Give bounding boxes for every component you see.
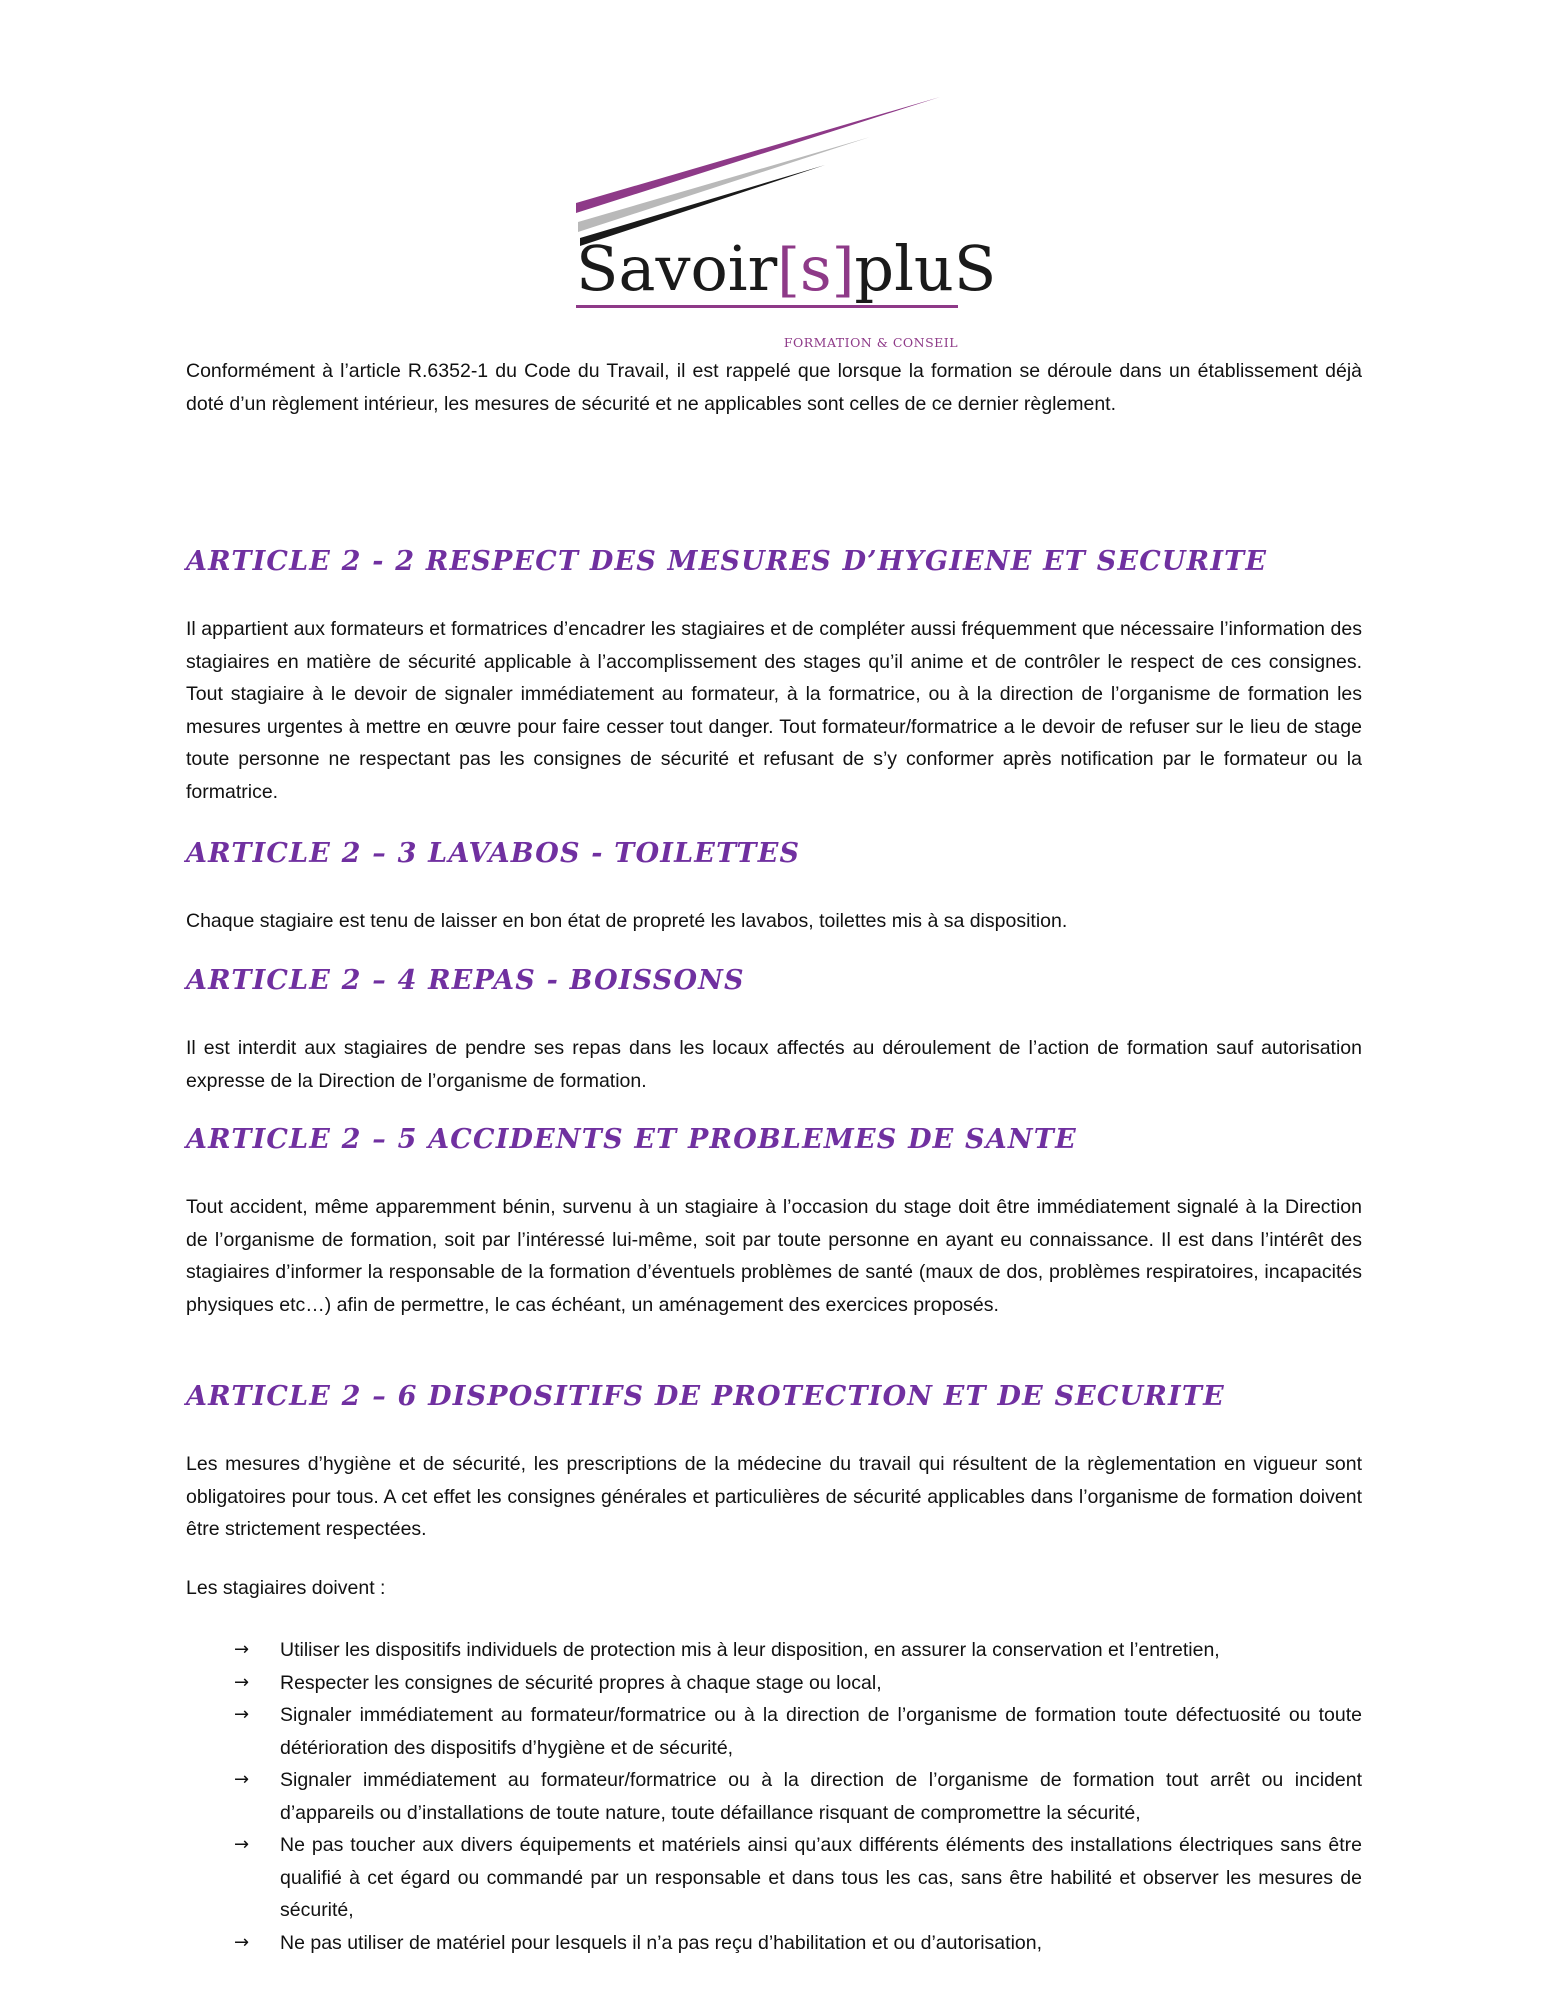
- company-logo: [560, 85, 997, 355]
- svg-text:Savoir[s]pluS: [576, 232, 996, 305]
- list-item-text: Signaler immédiatement au formateur/formatrice ou à la direction de l’organisme de formation tout arrêt ou incident d’appareils ou d’installations de toute nature, toute défaillance risquant de compromettre la sécurité,: [280, 1769, 1362, 1824]
- list-item: [234, 1829, 1362, 1927]
- article-2-5-paragraph: Tout accident, même apparemment bénin, survenu à un stagiaire à l’occasion du stage doit être immédiatement signalé à la Direction de l’organisme de formation, soit par l’intéressé lui-même, soit par toute personne en ayant eu connaissance. Il est dans l’intérêt des stagiaires d’informer la responsable de la formation d’éventuels problèmes de santé (maux de dos, problèmes respiratoires, incapacités physiques etc…) afin de permettre, le cas échéant, un aménagement des exercices proposés.: [186, 1196, 1362, 1316]
- arrow-right-icon: →: [234, 1671, 250, 1693]
- logo-name-part2: s: [799, 232, 832, 305]
- article-2-2-heading: ARTICLE 2 - 2 RESPECT DES MESURES D’HYGIENE ET SECURITE: [186, 546, 1268, 577]
- safety-rules-list: [234, 1634, 1362, 1959]
- arrow-right-icon: →: [234, 1834, 250, 1855]
- list-item-text: Ne pas utiliser de matériel pour lesquels il n’a pas reçu d’habilitation et ou d’autorisation,: [280, 1931, 1043, 1954]
- intro-paragraph: Conformément à l’article R.6352-1 du Code du Travail, il est rappelé que lorsque la formation se déroule dans un établissement déjà doté d’un règlement intérieur, les mesures de sécurité et ne applicables sont celles de ce dernier règlement.: [186, 360, 1362, 415]
- logo-bracket-open: [: [777, 236, 800, 304]
- arrow-right-icon: →: [234, 1639, 250, 1660]
- list-item: [234, 1764, 1362, 1829]
- logo-name-part3: pluS: [854, 232, 997, 305]
- logo-underline: [576, 305, 958, 308]
- list-item-text: Ne pas toucher aux divers équipements et matériels ainsi qu’aux différents éléments des installations électriques sans être qualifié à cet égard ou commandé par un responsable et dans tous les cas, sans être habilité et observer les mesures de sécurité,: [280, 1834, 1362, 1921]
- logo-swoosh-gray: [578, 137, 870, 232]
- logo-bracket-close: ]: [831, 236, 855, 304]
- article-2-5-heading: ARTICLE 2 – 5 ACCIDENTS ET PROBLEMES DE SANTE: [186, 1124, 1077, 1155]
- list-intro: Les stagiaires doivent :: [186, 1577, 386, 1599]
- arrow-right-icon: →: [234, 1931, 250, 1953]
- arrow-right-icon: →: [234, 1769, 250, 1790]
- logo-tagline: FORMATION & CONSEIL: [783, 335, 958, 350]
- article-2-4-paragraph: Il est interdit aux stagiaires de pendre ses repas dans les locaux affectés au déroulement de l’action de formation sauf autorisation expresse de la Direction de l’organisme de formation.: [186, 1037, 1362, 1092]
- list-item-text: Utiliser les dispositifs individuels de protection mis à leur disposition, en assurer la conservation et l’entretien,: [280, 1639, 1220, 1661]
- list-item: [234, 1699, 1362, 1764]
- article-2-3-paragraph: Chaque stagiaire est tenu de laisser en bon état de propreté les lavabos, toilettes mis à sa disposition.: [186, 910, 1068, 932]
- logo-name-part1: Savoir: [576, 232, 778, 305]
- arrow-right-icon: →: [234, 1704, 250, 1725]
- article-2-6-heading: ARTICLE 2 – 6 DISPOSITIFS DE PROTECTION ET DE SECURITE: [186, 1381, 1225, 1412]
- list-item-text: Respecter les consignes de sécurité propres à chaque stage ou local,: [280, 1671, 882, 1694]
- article-2-2-paragraph: Il appartient aux formateurs et formatrices d’encadrer les stagiaires et de compléter aussi fréquemment que nécessaire l’information des stagiaires en matière de sécurité applicable à l’accomplissement des stages qu’il anime et de contrôler le respect de ces consignes. Tout stagiaire à le devoir de signaler immédiatement au formateur, à la formatrice, ou à la direction de l’organisme de formation les mesures urgentes à mettre en œuvre pour faire cesser tout danger. Tout formateur/formatrice a le devoir de refuser sur le lieu de stage toute personne ne respectant pas les consignes de sécurité et refusant de s’y conformer après notification par le formateur ou la formatrice.: [186, 618, 1362, 803]
- logo-graphic: [560, 85, 997, 355]
- list-item: [234, 1634, 1362, 1667]
- article-2-4-heading: ARTICLE 2 – 4 REPAS - BOISSONS: [186, 965, 745, 996]
- list-item: [234, 1667, 1362, 1700]
- article-2-6-paragraph: Les mesures d’hygiène et de sécurité, les prescriptions de la médecine du travail qui résultent de la règlementation en vigueur sont obligatoires pour tous. A cet effet les consignes générales et particulières de sécurité applicables dans l’organisme de formation doivent être strictement respectées.: [186, 1453, 1362, 1540]
- list-item: [234, 1927, 1362, 1960]
- logo-swoosh-purple: [576, 97, 940, 213]
- article-2-3-heading: ARTICLE 2 – 3 LAVABOS - TOILETTES: [186, 838, 801, 869]
- list-item-text: Signaler immédiatement au formateur/formatrice ou à la direction de l’organisme de formation toute défectuosité ou toute détérioration des dispositifs d’hygiène et de sécurité,: [280, 1704, 1362, 1759]
